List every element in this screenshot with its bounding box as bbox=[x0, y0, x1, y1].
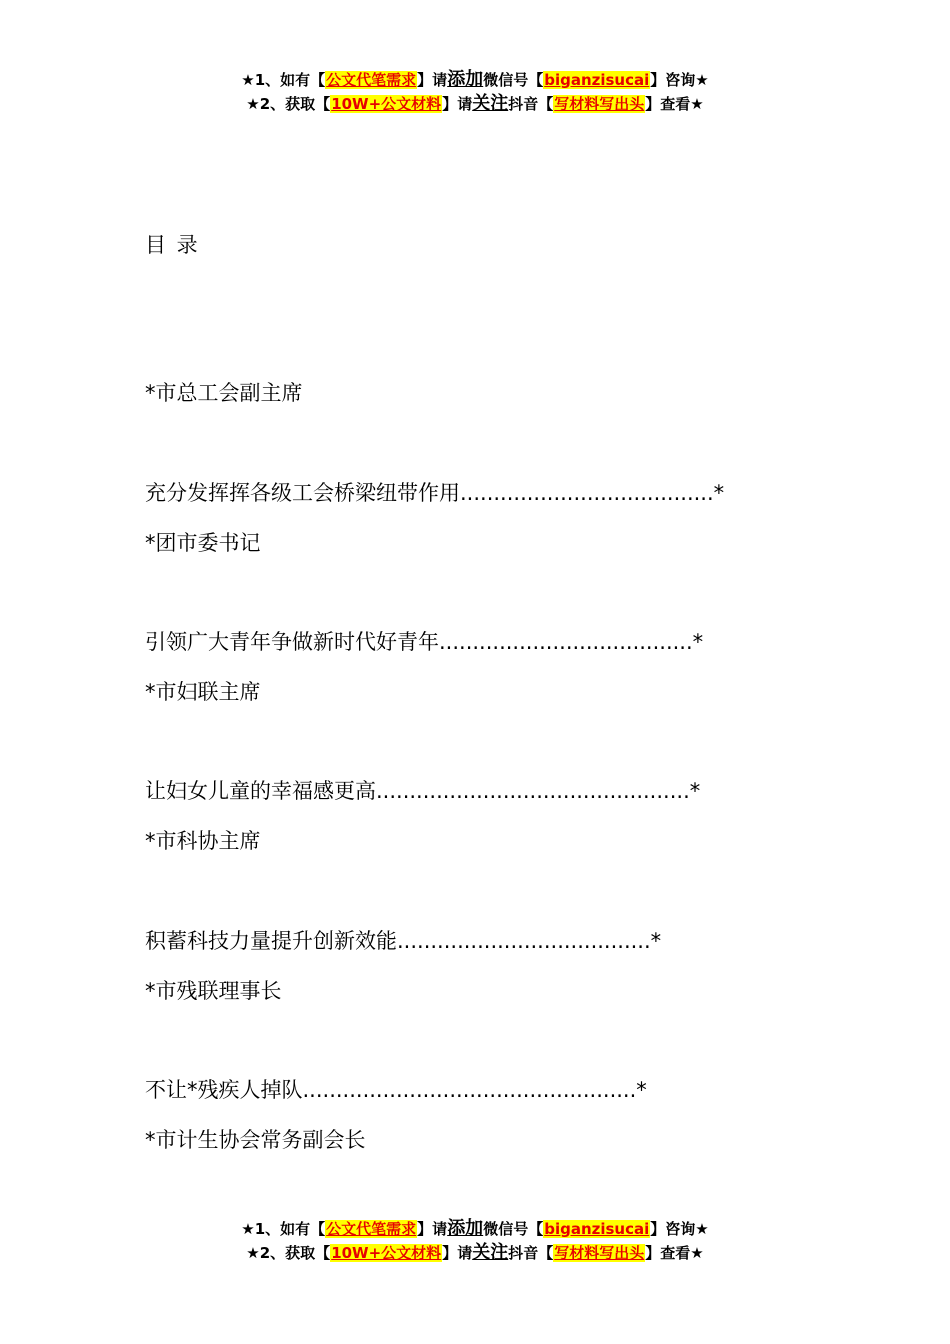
banner-text: 】请 bbox=[442, 95, 473, 113]
toc-entry[interactable]: 让妇女儿童的幸福感更高...............................................* bbox=[145, 779, 701, 803]
banner-line-2 bbox=[0, 1241, 950, 1265]
emphasis-text: 关注 bbox=[472, 1242, 509, 1263]
highlight-service: 公文代笔需求 bbox=[326, 71, 417, 89]
banner-text: 】查看★ bbox=[645, 1244, 704, 1262]
toc-title: 目 录 bbox=[145, 233, 200, 257]
toc-author: *市科协主席 bbox=[145, 829, 261, 853]
highlight-wechat-id: biganzisucai bbox=[544, 1220, 650, 1238]
banner-text: 】咨询★ bbox=[650, 1220, 709, 1238]
emphasis-text: 添加 bbox=[447, 1218, 484, 1239]
banner-text: 微信号【 bbox=[483, 71, 544, 89]
banner-text: ★2、获取【 bbox=[246, 95, 331, 113]
banner-line-1 bbox=[0, 68, 950, 92]
toc-author: *团市委书记 bbox=[145, 531, 261, 555]
banner-text: 微信号【 bbox=[483, 1220, 544, 1238]
banner-text: ★2、获取【 bbox=[246, 1244, 331, 1262]
banner-text: 】请 bbox=[417, 71, 448, 89]
header-banner bbox=[0, 68, 950, 116]
highlight-douyin-account: 写材料写出头 bbox=[554, 95, 645, 113]
toc-entry[interactable]: 积蓄科技力量提升创新效能......................................* bbox=[145, 929, 662, 953]
toc-entry[interactable]: 充分发挥挥各级工会桥梁纽带作用......................................* bbox=[145, 481, 725, 505]
banner-text: 抖音【 bbox=[508, 1244, 554, 1262]
toc-author: *市残联理事长 bbox=[145, 979, 282, 1003]
emphasis-text: 关注 bbox=[472, 93, 509, 114]
banner-text: 】请 bbox=[442, 1244, 473, 1262]
banner-text: 】咨询★ bbox=[650, 71, 709, 89]
banner-line-1 bbox=[0, 1217, 950, 1241]
highlight-wechat-id: biganzisucai bbox=[544, 71, 650, 89]
banner-line-2 bbox=[0, 92, 950, 116]
toc-entry[interactable]: 不让*残疾人掉队..................................................* bbox=[145, 1078, 647, 1102]
footer-banner bbox=[0, 1217, 950, 1265]
toc-author: *市妇联主席 bbox=[145, 680, 261, 704]
toc-author: *市计生协会常务副会长 bbox=[145, 1128, 366, 1152]
highlight-materials: 10W+公文材料 bbox=[331, 95, 442, 113]
highlight-materials: 10W+公文材料 bbox=[331, 1244, 442, 1262]
highlight-douyin-account: 写材料写出头 bbox=[554, 1244, 645, 1262]
banner-text: ★1、如有【 bbox=[241, 71, 326, 89]
banner-text: 】请 bbox=[417, 1220, 448, 1238]
highlight-service: 公文代笔需求 bbox=[326, 1220, 417, 1238]
emphasis-text: 添加 bbox=[447, 69, 484, 90]
toc-author: *市总工会副主席 bbox=[145, 381, 303, 405]
toc-entry[interactable]: 引领广大青年争做新时代好青年......................................* bbox=[145, 630, 704, 654]
banner-text: ★1、如有【 bbox=[241, 1220, 326, 1238]
banner-text: 】查看★ bbox=[645, 95, 704, 113]
banner-text: 抖音【 bbox=[508, 95, 554, 113]
